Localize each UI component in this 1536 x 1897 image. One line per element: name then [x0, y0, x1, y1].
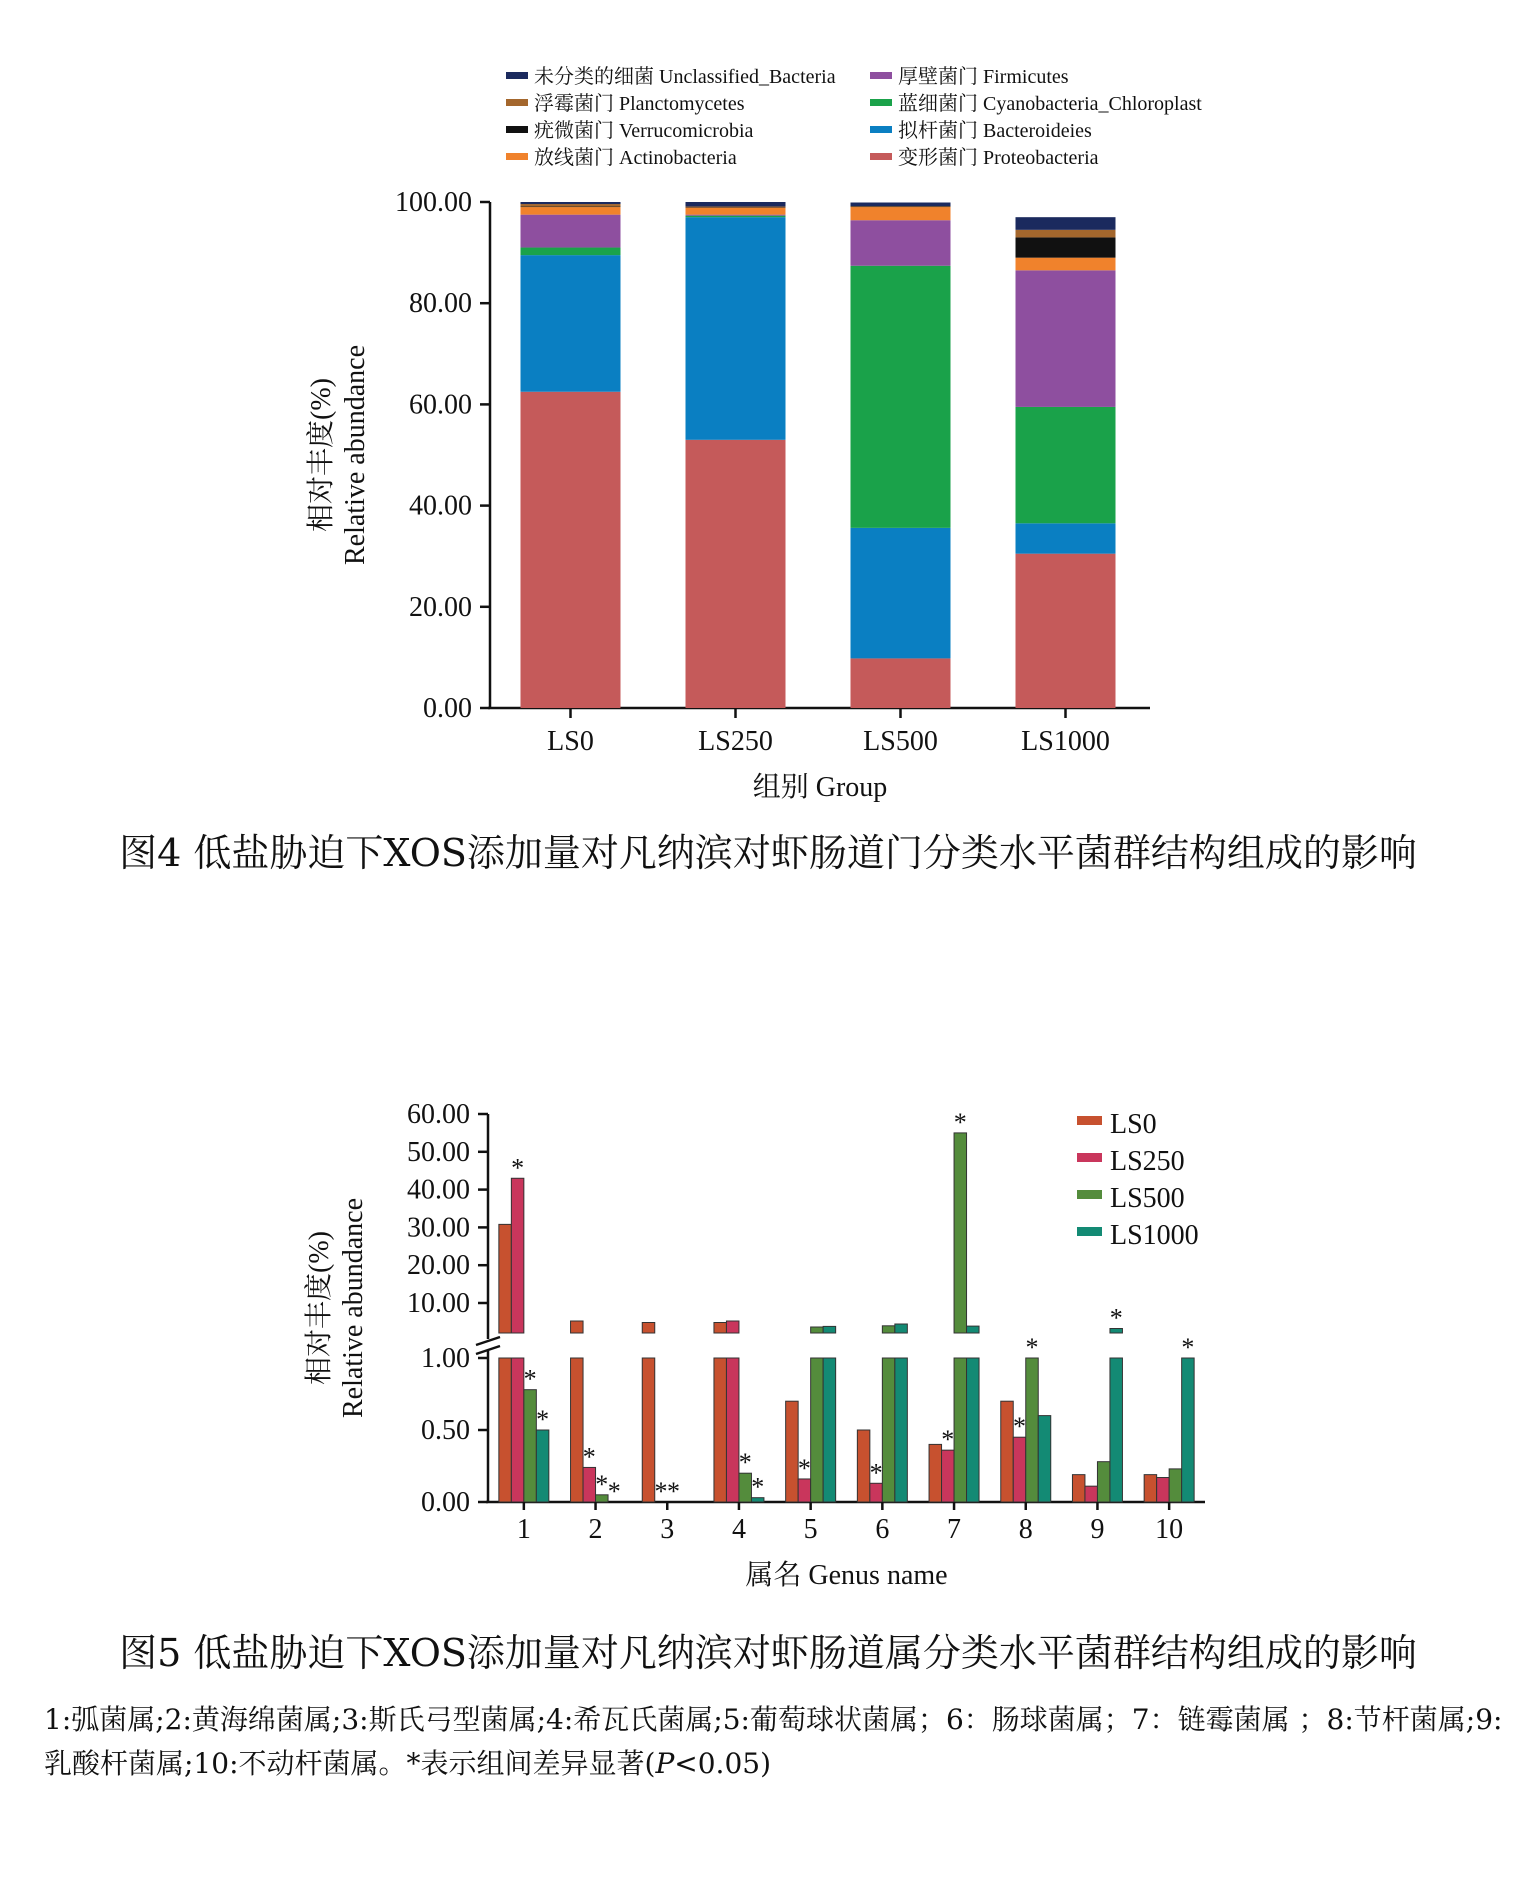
bar	[1169, 1469, 1182, 1502]
bar	[1026, 1358, 1039, 1502]
significance-mark: *	[1025, 1333, 1039, 1362]
x-tick-label: LS500	[863, 726, 938, 757]
bar	[786, 1401, 799, 1502]
bar-segment	[521, 248, 621, 256]
bar	[1144, 1475, 1157, 1502]
significance-mark: *	[582, 1442, 596, 1472]
bar-segment	[521, 255, 621, 392]
bar	[1072, 1475, 1085, 1502]
bar	[1038, 1416, 1051, 1502]
y-tick-label: 20.00	[409, 591, 472, 623]
significance-mark: *	[751, 1472, 765, 1502]
bar	[1182, 1358, 1195, 1502]
bar	[571, 1321, 584, 1333]
bar	[929, 1444, 942, 1502]
legend-label: 拟杆菌门 Bacteroideies	[898, 120, 1092, 142]
bar-segment	[521, 207, 621, 215]
legend-swatch	[506, 126, 528, 133]
significance-mark: *	[523, 1364, 537, 1394]
bar-segment	[686, 202, 786, 207]
y-tick-label: 60.00	[407, 1099, 470, 1130]
legend-swatch	[1077, 1190, 1102, 1199]
x-axis-title: 属名 Genus name	[745, 1560, 948, 1591]
bar-segment	[686, 440, 786, 708]
bar	[726, 1358, 739, 1502]
significance-mark: *	[654, 1477, 668, 1506]
bar-segment	[851, 528, 951, 659]
bar	[536, 1430, 549, 1502]
bar	[942, 1450, 955, 1502]
y-tick-label: 100.00	[395, 187, 472, 218]
bar-segment	[851, 207, 951, 220]
x-tick-label: 1	[516, 1514, 531, 1545]
bar	[1001, 1401, 1014, 1502]
x-tick-label: 5	[803, 1514, 818, 1545]
legend-label: LS500	[1110, 1183, 1185, 1214]
y-tick-label: 60.00	[409, 389, 472, 421]
legend-swatch	[870, 126, 892, 133]
y-tick-label: 40.00	[407, 1174, 470, 1206]
y-tick-label: 1.00	[421, 1343, 470, 1374]
bar	[857, 1430, 870, 1502]
y-axis-title-cn: 相对丰度(%)	[304, 1231, 335, 1385]
x-tick-label: 2	[588, 1514, 603, 1545]
bar-segment	[521, 207, 621, 208]
y-axis-title	[303, 1198, 369, 1418]
y-tick-label: 20.00	[407, 1250, 470, 1282]
legend-label: 浮霉菌门 Planctomycetes	[534, 93, 745, 115]
figure5-caption: 图5 低盐胁迫下XOS添加量对凡纳滨对虾肠道属分类水平菌群结构组成的影响	[119, 1631, 1417, 1675]
bar	[583, 1467, 596, 1502]
bar	[823, 1358, 836, 1502]
legend-swatch	[870, 99, 892, 106]
legend-label: LS250	[1110, 1146, 1185, 1177]
x-axis-title: 组别 Group	[752, 772, 888, 803]
significance-mark: *	[953, 1107, 967, 1137]
x-tick-label: 4	[731, 1514, 746, 1545]
bar-segment	[521, 204, 621, 207]
bar-segment	[686, 217, 786, 440]
bar-segment	[851, 220, 951, 266]
significance-mark: *	[1013, 1412, 1026, 1442]
bar	[511, 1178, 523, 1333]
legend-label: LS1000	[1110, 1220, 1199, 1251]
legend-swatch	[870, 72, 892, 79]
legend-label: 未分类的细菌 Unclassified_Bacteria	[534, 66, 836, 88]
legend-label: 蓝细菌门 Cyanobacteria_Chloroplast	[898, 93, 1202, 115]
bar-segment	[521, 215, 621, 248]
bar	[1085, 1486, 1098, 1502]
y-tick-label: 0.00	[423, 693, 472, 724]
significance-mark: *	[511, 1153, 525, 1183]
x-tick-label: 6	[875, 1514, 890, 1545]
x-tick-label: LS1000	[1021, 726, 1110, 757]
bar	[511, 1358, 523, 1502]
bar	[1110, 1358, 1123, 1502]
legend-label: 疣微菌门 Verrucomicrobia	[534, 120, 754, 142]
legend-swatch	[506, 153, 528, 160]
bar-segment	[1016, 237, 1116, 257]
bar	[1097, 1462, 1110, 1502]
significance-mark: *	[869, 1458, 883, 1488]
legend-swatch	[1077, 1227, 1102, 1236]
legend-swatch	[1077, 1116, 1102, 1125]
bar-segment	[851, 203, 951, 207]
bar	[642, 1358, 655, 1502]
bar	[739, 1473, 752, 1502]
bar	[811, 1327, 824, 1333]
significance-mark: *	[738, 1448, 752, 1478]
x-tick-label: 8	[1018, 1514, 1033, 1545]
x-tick-label: LS0	[547, 726, 594, 757]
bar-segment	[686, 215, 786, 216]
bar	[895, 1324, 908, 1333]
legend-label: 厚壁菌门 Firmicutes	[898, 66, 1069, 88]
bar	[499, 1224, 512, 1333]
y-tick-label: 80.00	[409, 288, 472, 320]
legend-swatch	[870, 153, 892, 160]
significance-mark: *	[1181, 1333, 1195, 1362]
significance-mark: *	[667, 1477, 680, 1506]
significance-mark: *	[595, 1469, 609, 1499]
bar	[499, 1358, 512, 1502]
bar-segment	[1016, 217, 1116, 230]
bar-segment	[1016, 407, 1116, 523]
x-tick-label: 3	[660, 1514, 675, 1545]
bar	[967, 1326, 980, 1333]
significance-mark: *	[536, 1405, 550, 1434]
x-tick-label: LS250	[698, 726, 773, 757]
bar	[967, 1358, 980, 1502]
bar-segment	[521, 392, 621, 708]
y-tick-label: 0.00	[421, 1487, 470, 1518]
x-tick-label: 10	[1155, 1514, 1184, 1545]
legend-swatch	[506, 99, 528, 106]
legend-label: 放线菌门 Actinobacteria	[534, 147, 737, 169]
figure5-chart	[0, 1090, 1536, 1610]
y-tick-label: 40.00	[409, 490, 472, 522]
y-tick-label: 0.50	[421, 1415, 470, 1446]
bar	[882, 1358, 895, 1502]
x-tick-label: 7	[947, 1514, 962, 1545]
bar-segment	[1016, 258, 1116, 271]
footnote-threshold: <0.05)	[674, 1747, 772, 1780]
bar-segment	[1016, 554, 1116, 708]
bar	[726, 1321, 739, 1333]
bar-segment	[1016, 230, 1116, 238]
bar-segment	[1016, 523, 1116, 553]
bar	[823, 1326, 836, 1333]
y-axis-title-en: Relative abundance	[338, 1197, 369, 1419]
bar	[1157, 1478, 1170, 1502]
bar-segment	[686, 207, 786, 208]
y-tick-label: 30.00	[407, 1212, 470, 1244]
figure5-footnote	[44, 1698, 1504, 1786]
bar-segment	[851, 658, 951, 708]
bar-segment	[851, 207, 951, 208]
bar-segment	[521, 202, 621, 204]
significance-mark: *	[1109, 1303, 1123, 1333]
footnote-p-symbol: P	[655, 1747, 675, 1780]
bar-segment	[686, 216, 786, 218]
bar-segment	[686, 207, 786, 208]
legend-label: 变形菌门 Proteobacteria	[898, 147, 1099, 169]
y-tick-label: 50.00	[407, 1136, 470, 1168]
y-axis-title	[305, 345, 371, 565]
bar	[811, 1358, 824, 1502]
legend-swatch	[1077, 1153, 1102, 1162]
bar	[1013, 1437, 1026, 1502]
y-axis-title-en: Relative abundance	[340, 344, 371, 566]
figure4-caption: 图4 低盐胁迫下XOS添加量对凡纳滨对虾肠道门分类水平菌群结构组成的影响	[119, 831, 1417, 875]
y-axis-title-cn: 相对丰度(%)	[306, 378, 337, 532]
bar-segment	[1016, 270, 1116, 407]
significance-mark: *	[941, 1425, 955, 1455]
y-tick-label: 10.00	[407, 1288, 470, 1319]
legend-label: LS0	[1110, 1109, 1157, 1140]
significance-mark: *	[607, 1477, 621, 1506]
bar-segment	[851, 266, 951, 528]
legend-swatch	[506, 72, 528, 79]
bar	[714, 1358, 727, 1502]
bar-segment	[851, 206, 951, 207]
bar	[954, 1358, 967, 1502]
bar	[642, 1323, 655, 1334]
bar	[524, 1390, 537, 1502]
bar	[895, 1358, 908, 1502]
bar-segment	[686, 208, 786, 215]
bar	[571, 1358, 584, 1502]
bar	[882, 1326, 895, 1333]
footnote-text: 1:弧菌属;2:黄海绵菌属;3:斯氏弓型菌属;4:希瓦氏菌属;5:葡萄球状菌属；6：肠球菌属；7：链霉菌属 ；8:节杆菌属;9:乳酸杆菌属;10:不动杆菌属。*表示组间差异显著(	[44, 1703, 1503, 1780]
figure4-chart	[0, 0, 1536, 820]
x-tick-label: 9	[1090, 1514, 1105, 1545]
bar	[954, 1133, 967, 1333]
bar	[714, 1323, 727, 1334]
significance-mark: *	[797, 1453, 811, 1483]
